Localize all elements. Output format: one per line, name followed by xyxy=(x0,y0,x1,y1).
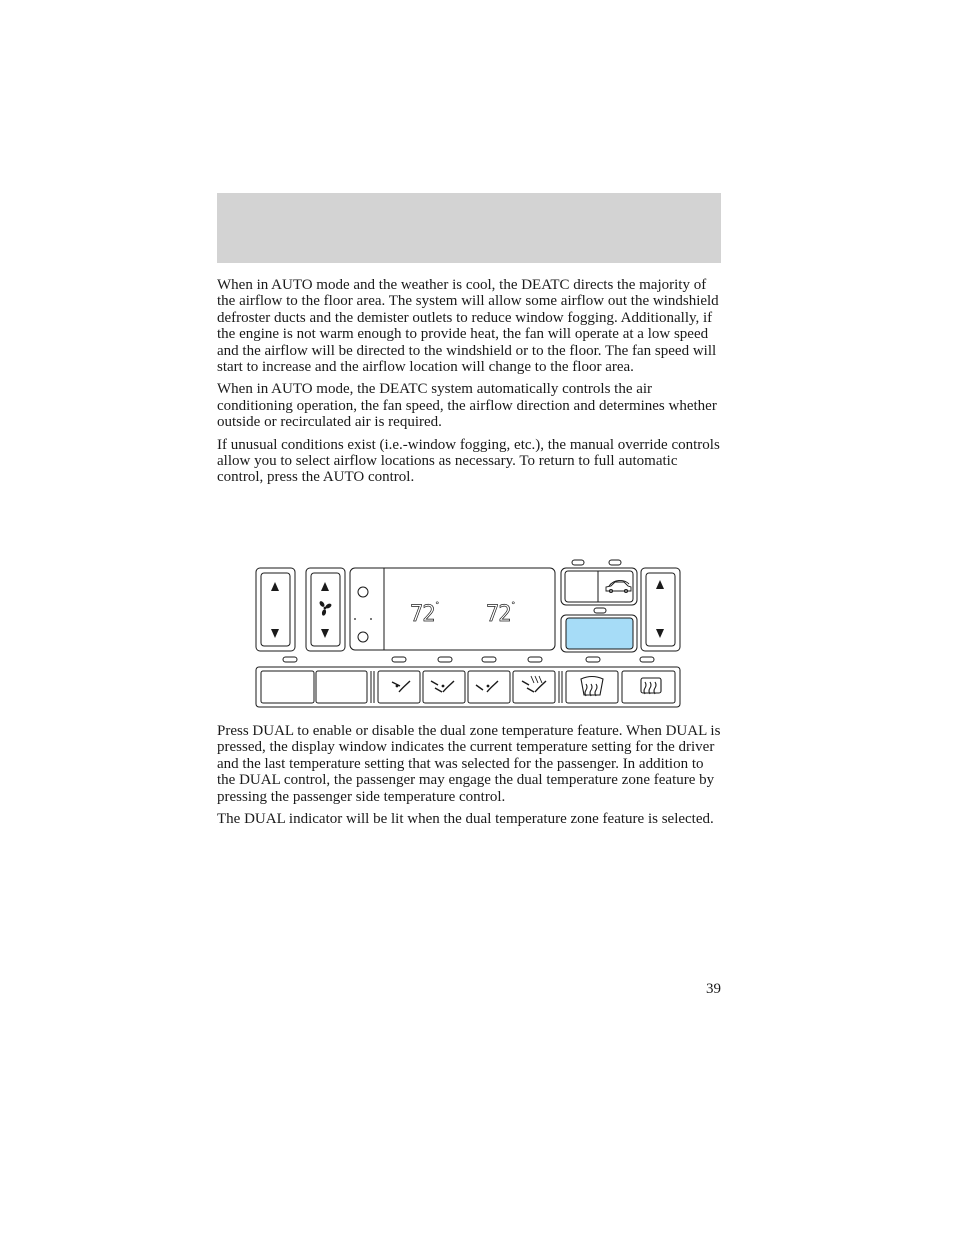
passenger-temp-degree: ° xyxy=(511,601,516,611)
body-text-bottom xyxy=(217,723,722,833)
indicator-lamp xyxy=(586,657,600,662)
indicator-lamp xyxy=(438,657,452,662)
front-defrost-button[interactable] xyxy=(566,671,618,703)
driver-temp-degree: ° xyxy=(435,601,440,611)
indicator-lamp xyxy=(528,657,542,662)
panel-floor-vent-icon xyxy=(431,681,454,692)
paragraph-dual-indicator: The DUAL indicator will be lit when the dual temperature zone feature is selected. xyxy=(217,811,714,828)
panel-vent-button[interactable] xyxy=(378,671,420,703)
passenger-temp-rocker[interactable] xyxy=(641,568,680,651)
floor-vent-icon xyxy=(476,681,498,692)
fan-up-arrow-icon xyxy=(321,582,329,591)
section-header-bar xyxy=(217,193,721,263)
paragraph-dual-press: Press DUAL to enable or disable the dual zone temperature feature. When DUAL is pressed, the display window indicates the current temperature setting for the driver and the last temperature setting that was selected for the passenger. In addition to the DUAL control, the passenger may engage the dual temperature zone feature by pressing the passenger side temperature control. xyxy=(217,723,721,805)
indicator-lamp xyxy=(482,657,496,662)
recirculation-button[interactable] xyxy=(561,568,637,605)
fan-icon xyxy=(319,600,333,616)
fan-down-arrow-icon xyxy=(321,629,329,638)
body-text-top xyxy=(217,277,722,492)
passenger-temp-up-arrow-icon xyxy=(656,580,664,589)
floor-defrost-vent-icon xyxy=(522,676,546,692)
display-indicator-top xyxy=(358,587,368,597)
auto-button[interactable] xyxy=(261,671,314,703)
page-number: 39 xyxy=(706,981,721,997)
dual-button-highlight xyxy=(566,618,633,649)
temperature-display xyxy=(350,568,555,650)
display-indicator-bottom xyxy=(358,632,368,642)
front-defrost-icon xyxy=(581,677,603,697)
indicator-lamp xyxy=(283,657,297,662)
floor-vent-button[interactable] xyxy=(468,671,510,703)
fan-speed-rocker[interactable] xyxy=(306,568,345,651)
paragraph-auto-mode: When in AUTO mode, the DEATC system automatically controls the air conditioning operation, the fan speed, the airflow direction and determines whether outside or recirculated air is required. xyxy=(217,381,717,431)
off-button[interactable] xyxy=(316,671,367,703)
rear-defrost-icon xyxy=(641,678,661,694)
driver-temp-rocker[interactable] xyxy=(256,568,295,651)
recirculation-car-icon xyxy=(606,580,631,592)
climate-control-panel-figure xyxy=(250,555,690,715)
passenger-temp-down-arrow-icon xyxy=(656,629,664,638)
indicator-lamp xyxy=(594,608,606,613)
paragraph-auto-cool: When in AUTO mode and the weather is cool, the DEATC directs the majority of the airflow to the floor area. The system will allow some airflow out the windshield defroster ducts and the demister outlets to reduce window fogging. Additionally, if the engine is not warm enough to provide heat, the fan will operate at a low speed and the airflow will be directed to the windshield or to the floor. The fan speed will start to increase and the airflow location will change to the floor area. xyxy=(217,277,719,376)
panel-vent-icon xyxy=(392,681,410,692)
rear-defrost-button[interactable] xyxy=(622,671,675,703)
dual-button[interactable] xyxy=(561,615,637,652)
indicator-lamp xyxy=(572,560,584,565)
paragraph-manual-override: If unusual conditions exist (i.e.-window fogging, etc.), the manual override controls allow you to select airflow locations as necessary. To return to full automatic control, press the AUTO control. xyxy=(217,436,720,486)
passenger-temp-readout: 72 xyxy=(486,602,511,627)
indicator-lamp xyxy=(392,657,406,662)
driver-temp-down-arrow-icon xyxy=(271,629,279,638)
indicator-lamp xyxy=(609,560,621,565)
floor-defrost-vent-button[interactable] xyxy=(513,671,555,703)
driver-temp-up-arrow-icon xyxy=(271,582,279,591)
indicator-lamp xyxy=(640,657,654,662)
panel-floor-vent-button[interactable] xyxy=(423,671,465,703)
driver-temp-readout: 72 xyxy=(410,602,435,627)
